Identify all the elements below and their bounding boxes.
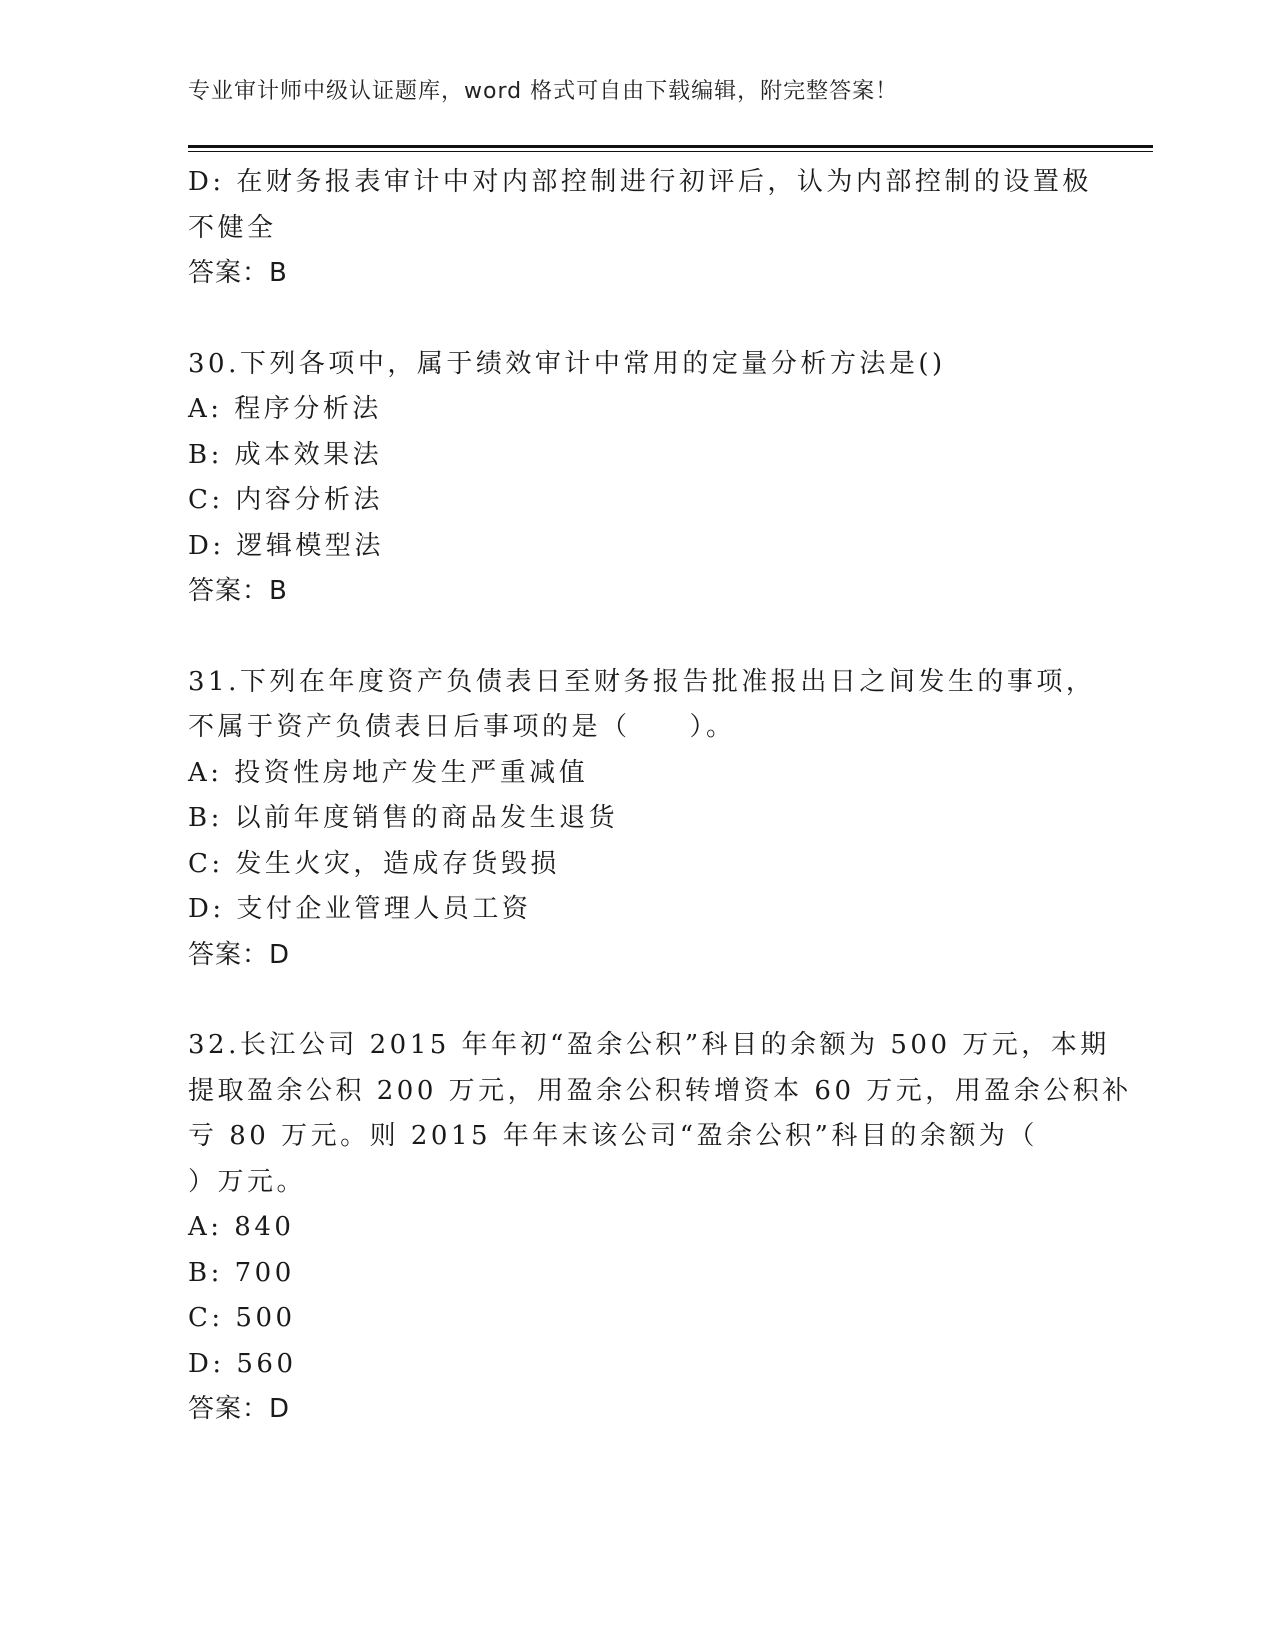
page-header: 专业审计师中级认证题库，word 格式可自由下载编辑，附完整答案！ xyxy=(188,79,899,104)
question-stem: ）万元。 xyxy=(188,1166,307,1197)
option-b: B: 成本效果法 xyxy=(188,439,383,470)
option-a: A: 程序分析法 xyxy=(188,394,382,424)
question-stem: 提取盈余公积 200 万元，用盈余公积转增资本 60 万元，用盈余公积补 xyxy=(188,1075,1132,1106)
option-d-line: D: 在财务报表审计中对内部控制进行初评后，认为内部控制的设置极 xyxy=(188,167,1092,197)
spacer xyxy=(188,297,1088,342)
spacer xyxy=(188,615,1088,660)
answer-line: 答案：B xyxy=(188,258,288,288)
option-a: A: 投资性房地产发生严重减值 xyxy=(188,757,589,788)
option-c: C: 发生火灾，造成存货毁损 xyxy=(188,848,560,879)
question-stem: 31.下列在年度资产负债表日至财务报告批准报出日之间发生的事项， xyxy=(188,666,1096,697)
option-a: A: 840 xyxy=(188,1212,295,1242)
option-b: B: 700 xyxy=(188,1257,295,1288)
question-stem: 不属于资产负债表日后事项的是（ ）。 xyxy=(188,712,736,742)
question-stem: 32.长江公司 2015 年年初“盈余公积”科目的余额为 500 万元，本期 xyxy=(188,1030,1110,1060)
answer-line: 答案：B xyxy=(188,576,288,606)
option-c: C: 500 xyxy=(188,1303,296,1333)
option-c: C: 内容分析法 xyxy=(188,485,383,515)
question-stem: 30.下列各项中，属于绩效审计中常用的定量分析方法是() xyxy=(188,348,946,379)
question-30 xyxy=(188,342,1088,615)
answer-line: 答案：D xyxy=(188,939,291,970)
option-d-line: 不健全 xyxy=(188,212,277,243)
question-stem: 亏 80 万元。则 2015 年年末该公司“盈余公积”科目的余额为（ xyxy=(188,1121,1038,1151)
question-32 xyxy=(188,1023,1132,1433)
question-31 xyxy=(188,660,1096,979)
header-divider-thick xyxy=(188,145,1153,148)
previous-question-fragment xyxy=(188,160,1092,297)
answer-line: 答案：D xyxy=(188,1394,291,1424)
option-d: D: 逻辑模型法 xyxy=(188,530,384,561)
header-divider-thin xyxy=(188,151,1153,152)
option-d: D: 560 xyxy=(188,1348,297,1379)
option-d: D: 支付企业管理人员工资 xyxy=(188,894,532,924)
spacer xyxy=(188,978,1088,1023)
option-b: B: 以前年度销售的商品发生退货 xyxy=(188,803,619,833)
question-content xyxy=(188,160,1132,1433)
